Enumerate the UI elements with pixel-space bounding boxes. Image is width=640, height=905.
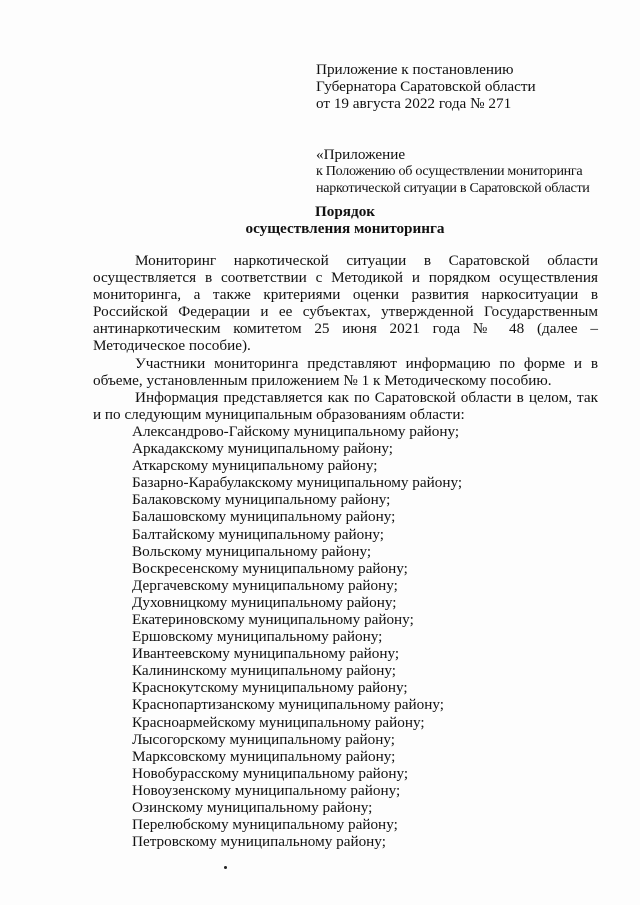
- paragraph-2: Участники мониторинга представляют информацию по форме и в объеме, установленным приложением № 1 к Методическому пособию.: [93, 354, 598, 389]
- list-item: Краснокутскому муниципальному району;: [132, 679, 408, 697]
- header-line-2: Губернатора Саратовской области: [316, 78, 536, 96]
- title-line-2: осуществления мониторинга: [245, 220, 445, 238]
- list-item: Балашовскому муниципальному району;: [132, 508, 396, 526]
- list-item: Озинскому муниципальному району;: [132, 799, 373, 816]
- list-item: Краснопартизанскому муниципальному району;: [132, 696, 444, 714]
- district-list: [93, 423, 598, 850]
- header-line-1: Приложение к постановлению: [316, 61, 514, 78]
- paragraph-3: Информация представляется как по Саратовской области в целом, так и по следующим муниципальным образованиям области:: [93, 388, 598, 423]
- list-item: Ершовскому муниципальному району;: [132, 628, 383, 646]
- list-item: Аркадакскому муниципальному району;: [132, 440, 394, 458]
- annex-line-3: наркотической ситуации в Саратовской области: [316, 180, 590, 197]
- list-item: Марксовскому муниципальному району;: [132, 747, 396, 765]
- list-item: Вольскому муниципальному району;: [132, 542, 372, 560]
- document-title: [90, 203, 600, 237]
- list-item: Новоузенскому муниципальному району;: [132, 781, 401, 799]
- list-item: Балтайскому муниципальному району;: [132, 525, 384, 543]
- scan-speck: [224, 866, 227, 869]
- document-body: [93, 252, 598, 850]
- title-line-1: Порядок: [314, 203, 376, 220]
- list-item: Новобурасскому муниципальному району;: [132, 764, 409, 782]
- header-line-3: от 19 августа 2022 года № 271: [316, 95, 512, 113]
- annex-line-1: «Приложение: [316, 146, 406, 164]
- paragraph-1: Мониторинг наркотической ситуации в Саратовской области осуществляется в соответствии с Методикой и порядком осуществления мониторинга, а также критериями оценки развития наркоситуации в Российской Федерации и ее субъектах, утвержденной Государственным антинаркотическим комитетом 25 июня 2021 года № 48 (далее – Методическое пособие).: [93, 252, 598, 355]
- list-item: Александрово-Гайскому муниципальному району;: [132, 422, 460, 440]
- list-item: Базарно-Карабулакскому муниципальному району;: [132, 474, 463, 492]
- list-item: Перелюбскому муниципальному району;: [132, 816, 398, 834]
- list-item: Красноармейскому муниципальному району;: [132, 713, 425, 731]
- list-item: Лысогорскому муниципальному району;: [132, 730, 395, 748]
- list-item: Екатериновскому муниципальному району;: [132, 610, 414, 628]
- list-item: Воскресенскому муниципальному району;: [132, 559, 408, 577]
- list-item: Петровскому муниципальному району;: [132, 833, 386, 851]
- decree-annex-header: [316, 61, 616, 198]
- list-item: Балаковскому муниципальному району;: [132, 491, 391, 509]
- list-item: Ивантеевскому муниципальному району;: [132, 645, 400, 663]
- annex-line-2: к Положению об осуществлении мониторинга: [316, 163, 583, 180]
- list-item: Аткарскому муниципальному району;: [132, 457, 378, 475]
- list-item: Дергачевскому муниципальному району;: [132, 576, 398, 594]
- list-item: Калининскому муниципальному району;: [132, 662, 397, 680]
- list-item: Духовницкому муниципальному району;: [132, 593, 397, 611]
